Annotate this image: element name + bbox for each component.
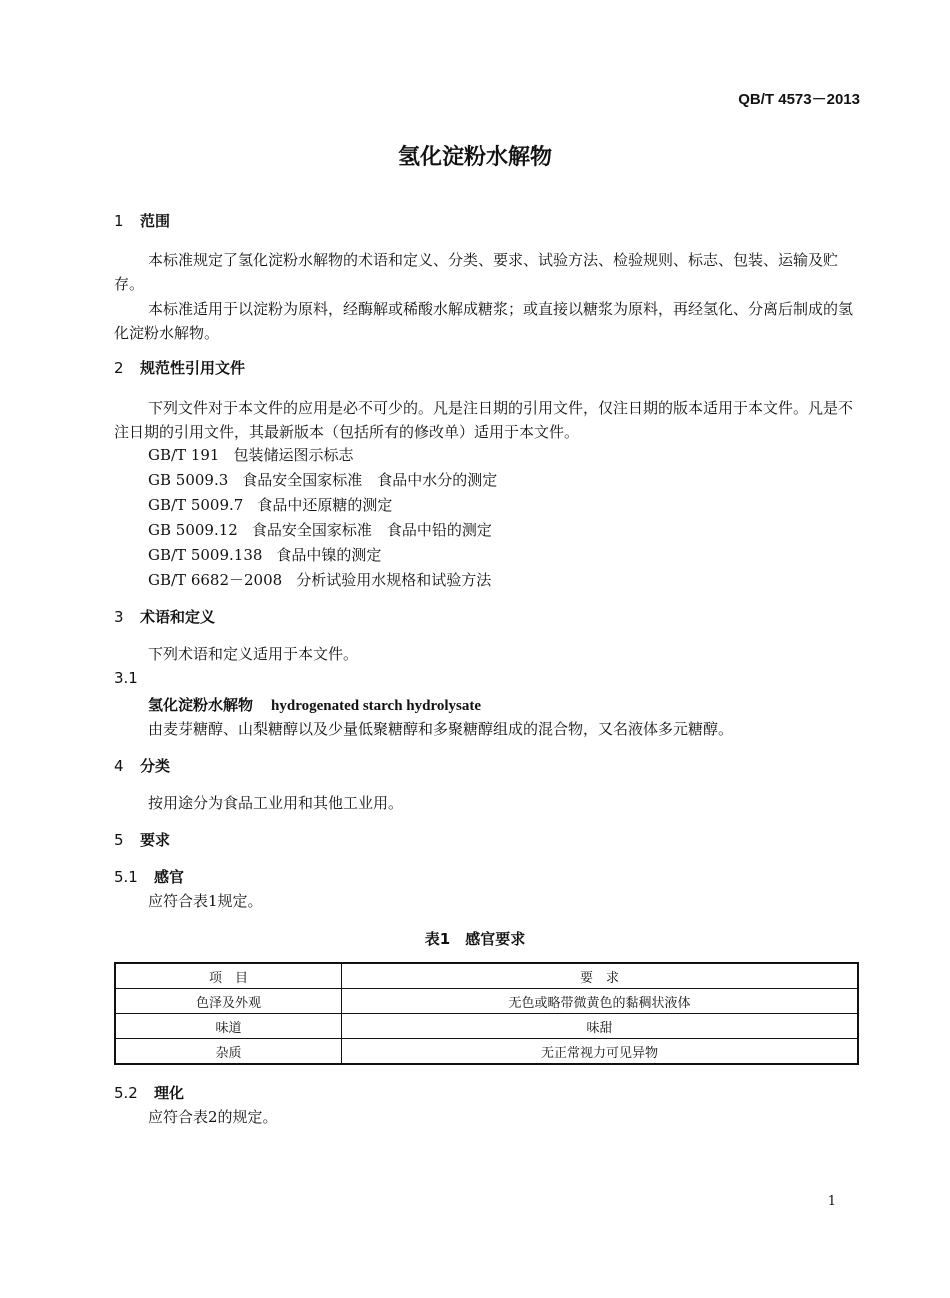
section-title: 感官 [154,868,185,886]
reference-item [148,569,491,590]
section-number: 1 [114,212,124,230]
reference-code: GB/T 6682－2008 [148,571,283,589]
reference-item [148,519,492,540]
section-number: 4 [114,757,124,775]
page-number: 1 [827,1194,836,1209]
reference-code: GB 5009.3 [148,471,229,489]
table-cell-item: 味道 [115,1014,342,1039]
term-english: hydrogenated starch hydrolysate [271,698,482,714]
section-number: 5.2 [114,1084,138,1102]
standard-code: QB/T 4573－2013 [738,91,860,108]
section-title: 分类 [140,757,171,775]
term-definition: 由麦芽糖醇、山梨糖醇以及少量低聚糖醇和多聚糖醇组成的混合物，又名液体多元糖醇。 [148,720,734,738]
subsection-3-1-number: 3.1 [114,669,138,687]
reference-title: 食品中镍的测定 [276,546,382,564]
reference-title: 包装储运图示标志 [233,446,354,464]
section-2-intro: 下列文件对于本文件的应用是必不可少的。凡是注日期的引用文件，仅注日期的版本适用于本文件。凡是不注日期的引用文件，其最新版本（包括所有的修改单）适用于本文件。 [114,399,854,441]
section-2-heading [114,357,245,378]
section-4-heading [114,755,170,776]
reference-item [148,544,381,565]
table-cell-item: 杂质 [115,1039,342,1065]
table-cell-requirement: 无正常视力可见异物 [342,1039,859,1065]
section-title: 术语和定义 [140,608,216,626]
table-1-caption: 表1 感官要求 [424,930,526,948]
table-header-cell: 项 目 [115,963,342,989]
section-5-heading [114,829,170,850]
section-title: 理化 [154,1084,185,1102]
table-cell-requirement: 无色或略带微黄色的黏稠状液体 [342,989,859,1014]
section-number: 5 [114,831,124,849]
reference-title: 分析试验用水规格和试验方法 [296,571,492,589]
section-number: 2 [114,359,124,377]
table-cell-requirement: 味甜 [342,1014,859,1039]
section-1-paragraph-1: 本标准规定了氢化淀粉水解物的术语和定义、分类、要求、试验方法、检验规则、标志、包装、运输及贮存。 [114,251,839,293]
reference-title: 食品中还原糖的测定 [257,496,393,514]
table-row [115,1014,858,1039]
table-row [115,1039,858,1065]
section-title: 要求 [140,831,171,849]
section-number: 5.1 [114,868,138,886]
section-title: 范围 [140,212,171,230]
reference-item [148,494,392,515]
section-3-intro: 下列术语和定义适用于本文件。 [148,645,359,663]
term-entry [148,694,481,715]
section-title: 规范性引用文件 [140,359,246,377]
reference-item [148,444,353,465]
reference-code: GB/T 5009.7 [148,496,244,514]
reference-code: GB/T 191 [148,446,220,464]
section-number: 3 [114,608,124,626]
section-3-heading [114,606,215,627]
table-header-cell: 要 求 [342,963,859,989]
sensory-requirements-table [114,962,859,1065]
page-title: 氢化淀粉水解物 [397,145,552,170]
reference-code: GB/T 5009.138 [148,546,263,564]
term-chinese: 氢化淀粉水解物 [148,696,254,714]
subsection-5-1-heading [114,866,184,887]
section-1-paragraph-2: 本标准适用于以淀粉为原料，经酶解或稀酸水解成糖浆；或直接以糖浆为原料，再经氢化、分离后制成的氢化淀粉水解物。 [114,300,854,342]
table-header-row [115,963,858,989]
reference-title: 食品安全国家标准 食品中铅的测定 [251,521,492,539]
reference-item [148,469,497,490]
subsection-5-2-heading [114,1082,184,1103]
section-4-text: 按用途分为食品工业用和其他工业用。 [148,794,404,812]
subsection-5-1-text: 应符合表1规定。 [148,892,263,910]
reference-code: GB 5009.12 [148,521,238,539]
reference-title: 食品安全国家标准 食品中水分的测定 [242,471,498,489]
subsection-5-2-text: 应符合表2的规定。 [148,1108,278,1126]
table-cell-item: 色泽及外观 [115,989,342,1014]
table-row [115,989,858,1014]
section-1-heading [114,210,170,231]
